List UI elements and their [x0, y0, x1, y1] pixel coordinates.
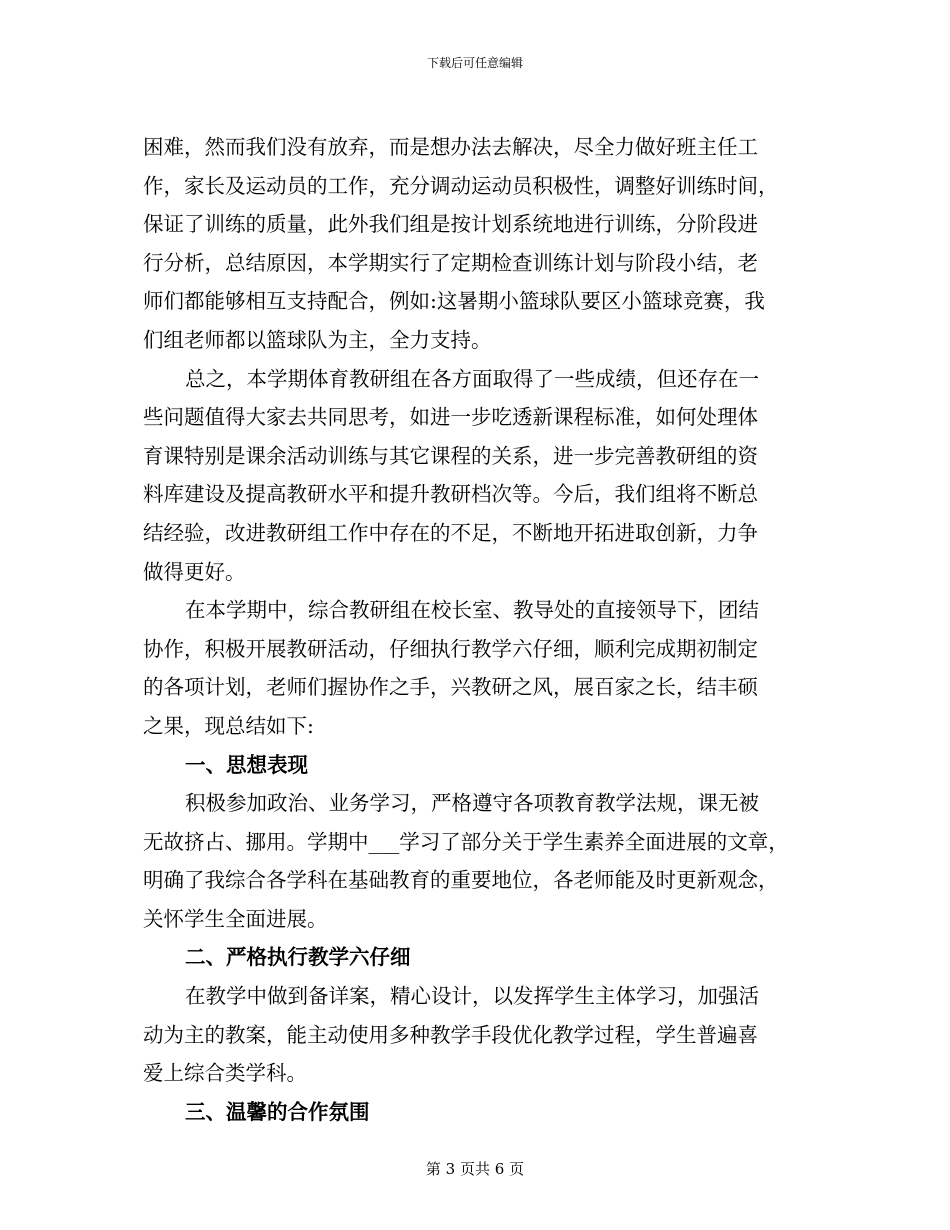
text-line: 料库建设及提高教研水平和提升教研档次等。今后，我们组将不断总 [143, 482, 758, 507]
text-line: 在本学期中，综合教研组在校长室、教导处的直接领导下，团结 [185, 598, 759, 623]
text-line: 些问题值得大家去共同思考，如进一步吃透新课程标准，如何处理体 [143, 405, 758, 430]
text-line: 动为主的教案，能主动使用多种教学手段优化教学过程，学生普遍喜 [143, 1022, 758, 1047]
text-line: 协作，积极开展教研活动，仔细执行教学六仔细，顺利完成期初制定 [143, 636, 758, 661]
section-heading: 三、温馨的合作氛围 [185, 1099, 370, 1124]
page-header: 下载后可任意编辑 [426, 56, 523, 70]
section-heading: 二、严格执行教学六仔细 [185, 945, 411, 970]
text-line: 作，家长及运动员的工作，充分调动运动员积极性，调整好训练时间， [143, 173, 779, 198]
text-line: 的各项计划，老师们握协作之手，兴教研之风，展百家之长，结丰硕 [143, 675, 758, 700]
text-line: 行分析，总结原因，本学期实行了定期检查训练计划与阶段小结，老 [143, 250, 758, 275]
page-number: 第 3 页共 6 页 [425, 1160, 525, 1178]
text-line: 保证了训练的质量，此外我们组是按计划系统地进行训练，分阶段进 [143, 212, 758, 237]
document-body [143, 128, 807, 1131]
text-line: 积极参加政治、业务学习，严格遵守各项教育教学法规，课无被 [185, 791, 759, 816]
text-line: 们组老师都以篮球队为主，全力支持。 [143, 327, 492, 352]
text-line: 师们都能够相互支持配合，例如:这暑期小篮球队要区小篮球竞赛，我 [143, 289, 765, 314]
text-line: 育课特别是课余活动训练与其它课程的关系，进一步完善教研组的资 [143, 443, 758, 468]
text-line: 爱上综合类学科。 [143, 1061, 307, 1086]
text-line: 在教学中做到备详案，精心设计，以发挥学生主体学习，加强活 [185, 984, 759, 1009]
text-line: 结经验，改进教研组工作中存在的不足，不断地开拓进取创新，力争 [143, 520, 758, 545]
text-line: 明确了我综合各学科在基础教育的重要地位，各老师能及时更新观念， [143, 868, 779, 893]
text-line: 总之，本学期体育教研组在各方面取得了一些成绩，但还存在一 [185, 366, 759, 391]
text-line: 无故挤占、挪用。学期中___学习了部分关于学生素养全面进展的文章， [143, 829, 789, 854]
text-line: 之果，现总结如下: [143, 713, 314, 738]
text-line: 困难，然而我们没有放弃，而是想办法去解决，尽全力做好班主任工 [143, 135, 758, 159]
text-line: 做得更好。 [143, 559, 246, 584]
section-heading: 一、思想表现 [185, 752, 308, 777]
text-line: 关怀学生全面进展。 [143, 906, 328, 931]
